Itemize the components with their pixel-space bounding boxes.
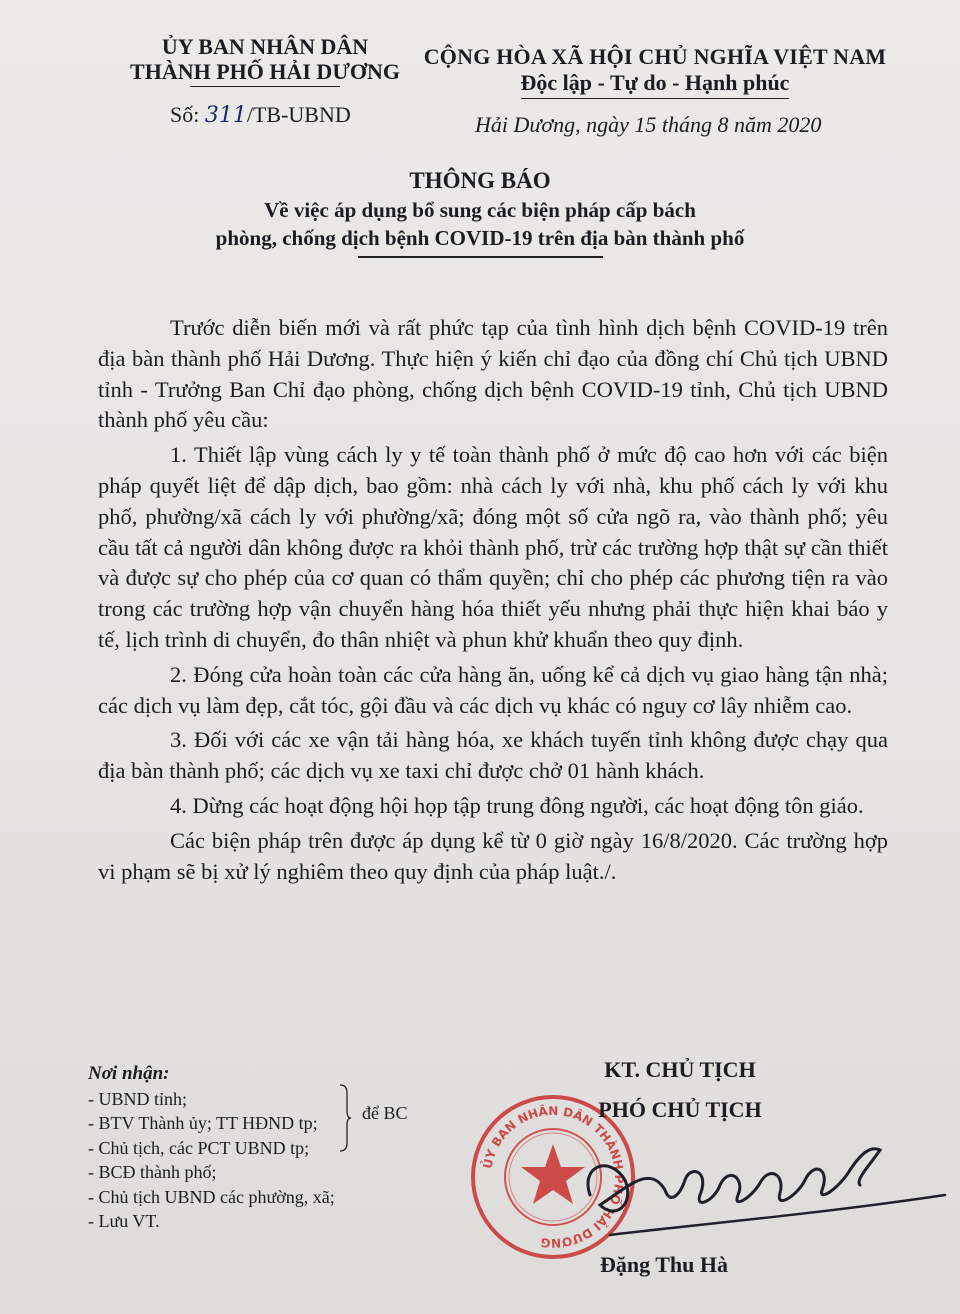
document-title [0,166,960,258]
report-label: để BC [362,1103,408,1123]
recipient-item: - Lưu VT. [88,1211,160,1231]
republic-name: CỘNG HÒA XÃ HỘI CHỦ NGHĨA VIỆT NAM [423,44,887,69]
recipients-heading: Nơi nhận: [88,1063,170,1084]
recipient-item: - BTV Thành ủy; TT HĐND tp; [88,1113,318,1133]
authority-line2: THÀNH PHỐ HẢI DƯƠNG [130,59,400,84]
signature-block [560,1050,800,1130]
number-handwritten: 311 [204,103,247,128]
title-subtitle-line1: Về việc áp dụng bổ sung các biện pháp cấp bách [264,198,696,222]
measure-1: 1. Thiết lập vùng cách ly y tế toàn thành phố ở mức độ cao hơn với các biện pháp quyết liệt để dập dịch, bao gồm: nhà cách ly với nhà, khu phố cách ly với khu phố, phường/xã cách ly với phường/xã; đóng một số cửa ngõ ra, vào thành phố; yêu cầu tất cả người dân không được ra khỏi thành phố, trừ các trường hợp thật sự cần thiết và được sự cho phép của cơ quan có thẩm quyền; chỉ cho phép các phương tiện ra vào trong các trường hợp vận chuyển hàng hóa thiết yếu nhưng phải thực hiện khai báo y tế, lịch trình di chuyển, đo thân nhiệt và phun khử khuẩn theo quy định. [98,442,888,652]
authority-underline [190,86,340,87]
document-number [170,102,351,128]
national-motto: Độc lập - Tự do - Hạnh phúc [521,70,790,99]
handwritten-signature-icon [570,1125,950,1245]
title-heading: THÔNG BÁO [409,168,551,193]
issuing-authority [110,34,420,87]
signer-role2: PHÓ CHỦ TỊCH [598,1097,762,1122]
seal-ring-text: ỦY BAN NHÂN DÂN THÀNH PHỐ HẢI DƯƠNG [480,1103,627,1251]
national-header [420,44,890,99]
title-subtitle-line2: phòng, chống dịch bệnh COVID-19 trên địa bàn thành phố [215,226,745,250]
issue-date: Hải Dương, ngày 15 tháng 8 năm 2020 [475,112,822,137]
number-prefix: Số: [170,102,205,127]
document-body [98,313,888,891]
title-underline [358,256,603,258]
number-suffix: /TB-UBND [246,102,351,127]
measure-4: 4. Dừng các hoạt động hội họp tập trung đông người, các hoạt động tôn giáo. [170,792,864,818]
recipients-brace-icon [338,1083,352,1153]
recipient-item: - BCĐ thành phố; [88,1162,217,1182]
recipients-list [88,1062,335,1234]
closing-paragraph: Các biện pháp trên được áp dụng kể từ 0 giờ ngày 16/8/2020. Các trường hợp vi phạm sẽ bị xử lý nghiêm theo quy định của pháp luật./. [98,827,888,884]
recipient-item: - UBND tỉnh; [88,1088,187,1109]
intro-paragraph: Trước diễn biến mới và rất phức tạp của tình hình dịch bệnh COVID-19 trên địa bàn thành phố Hải Dương. Thực hiện ý kiến chỉ đạo của đồng chí Chủ tịch UBND tỉnh - Trưởng Ban Chỉ đạo phòng, chống dịch bệnh COVID-19 tỉnh, Chủ tịch UBND thành phố yêu cầu: [98,315,888,433]
signer-role1: KT. CHỦ TỊCH [604,1057,756,1082]
signer-name: Đặng Thu Hà [600,1252,728,1277]
authority-line1: ỦY BAN NHÂN DÂN [161,34,369,59]
recipient-item: - Chủ tịch UBND các phường, xã; [88,1186,335,1207]
measure-2: 2. Đóng cửa hoàn toàn các cửa hàng ăn, uống kể cả dịch vụ giao hàng tận nhà; các dịch vụ làm đẹp, cắt tóc, gội đầu và các dịch vụ khác có nguy cơ lây nhiễm cao. [98,661,888,718]
measure-3: 3. Đối với các xe vận tải hàng hóa, xe khách tuyến tỉnh không được chạy qua địa bàn thành phố; các dịch vụ xe taxi chỉ được chở 01 hành khách. [98,727,888,784]
recipient-item: - Chủ tịch, các PCT UBND tp; [88,1137,310,1158]
